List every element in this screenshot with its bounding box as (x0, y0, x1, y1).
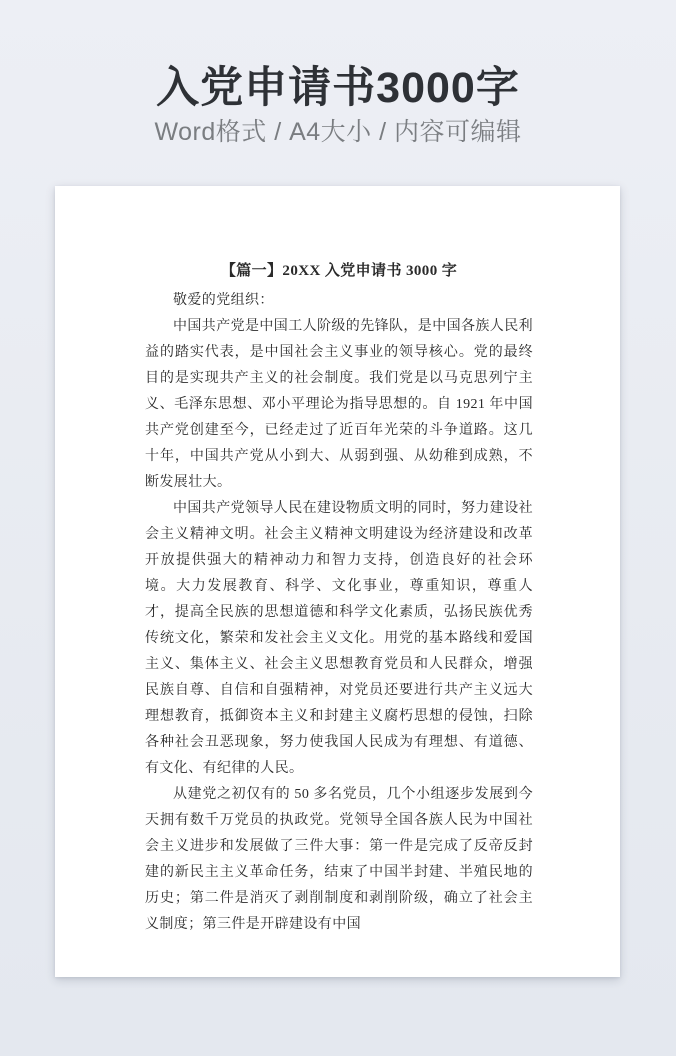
template-subtitle: Word格式 / A4大小 / 内容可编辑 (154, 118, 522, 146)
paragraph: 中国共产党是中国工人阶级的先锋队，是中国各族人民利益的踏实代表，是中国社会主义事业的领导核心。党的最终目的是实现共产主义的社会制度。我们党是以马克思列宁主义、毛泽东思想、邓小平理论为指导思想的。自 1921 年中国共产党创建至今，已经走过了近百年光荣的斗争道路。这几十年，中国共产党从小到大、从弱到强、从幼稚到成熟，不断发展壮大。 (145, 319, 533, 490)
paragraph: 从建党之初仅有的 50 多名党员，几个小组逐步发展到今天拥有数千万党员的执政党。党领导全国各族人民为中国社会主义进步和发展做了三件大事：第一件是完成了反帝反封建的新民主主义革命任务，结束了中国半封建、半殖民地的历史；第二件是消灭了剥削制度和剥削阶级，确立了社会主义制度；第三件是开辟建设有中国 (145, 787, 533, 932)
document-title: 【篇一】20XX 入党申请书 3000 字 (220, 263, 458, 279)
paragraph: 中国共产党领导人民在建设物质文明的同时，努力建设社会主义精神文明。社会主义精神文明建设为经济建设和改革开放提供强大的精神动力和智力支持，创造良好的社会环境。大力发展教育、科学、文化事业，尊重知识，尊重人才，提高全民族的思想道德和科学文化素质，弘扬民族优秀传统文化，繁荣和发社会主义文化。用党的基本路线和爱国主义、集体主义、社会主义思想教育党员和人民群众，增强民族自尊、自信和自强精神，对党员还要进行共产主义远大理想教育，抵御资本主义和封建主义腐朽思想的侵蚀，扫除各种社会丑恶现象，努力使我国人民成为有理想、有道德、有文化、有纪律的人民。 (145, 501, 533, 776)
paragraph: 敬爱的党组织： (173, 293, 274, 308)
document-content (145, 258, 533, 938)
template-title: 入党申请书3000字 (156, 64, 520, 112)
header (0, 64, 676, 146)
a4-page (55, 186, 620, 977)
document-body (145, 288, 533, 938)
